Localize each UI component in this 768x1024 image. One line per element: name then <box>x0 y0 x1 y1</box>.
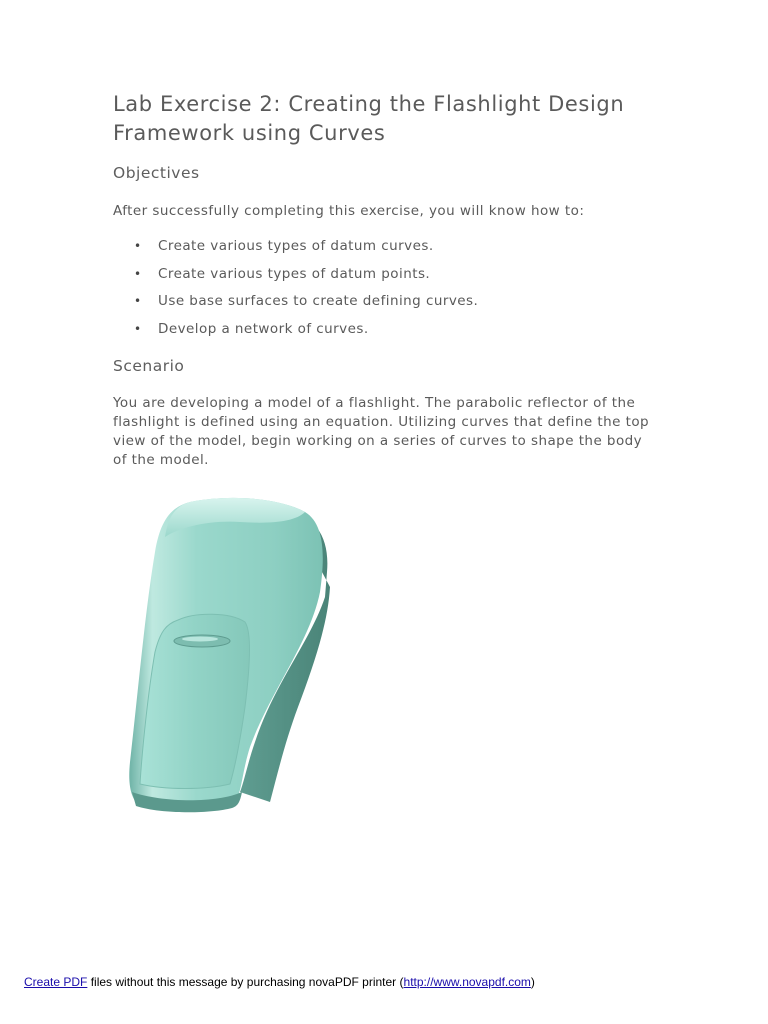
objectives-heading: Objectives <box>113 164 200 182</box>
list-item-text: Develop a network of curves. <box>158 320 369 337</box>
bullet-icon: • <box>134 266 142 281</box>
novapdf-link[interactable]: http://www.novapdf.com <box>403 975 531 989</box>
bullet-icon: • <box>134 321 142 336</box>
footer-end: ) <box>530 975 535 989</box>
create-pdf-link[interactable]: Create PDF <box>24 975 88 989</box>
bullet-icon: • <box>134 239 142 253</box>
bullet-icon: • <box>134 294 142 308</box>
list-item-text: Create various types of datum curves. <box>158 238 434 254</box>
scenario-heading: Scenario <box>113 357 185 375</box>
scenario-text: You are developing a model of a flashlight. The parabolic reflector of the flashlight is defined using an equation. Utilizing curves that define the top view of the model, begin working on a series of curves to shape the body of the model. <box>113 395 650 468</box>
flashlight-model-image <box>120 492 335 817</box>
list-item-text: Use base surfaces to create defining curves. <box>158 293 479 309</box>
footer-notice <box>24 975 535 989</box>
list-item-text: Create various types of datum points. <box>158 265 431 282</box>
page-title: Lab Exercise 2: Creating the Flashlight Design Framework using Curves <box>113 92 625 145</box>
footer-text: files without this message by purchasing novaPDF printer ( <box>87 975 404 989</box>
intro-text: After successfully completing this exercise, you will know how to: <box>113 203 585 219</box>
